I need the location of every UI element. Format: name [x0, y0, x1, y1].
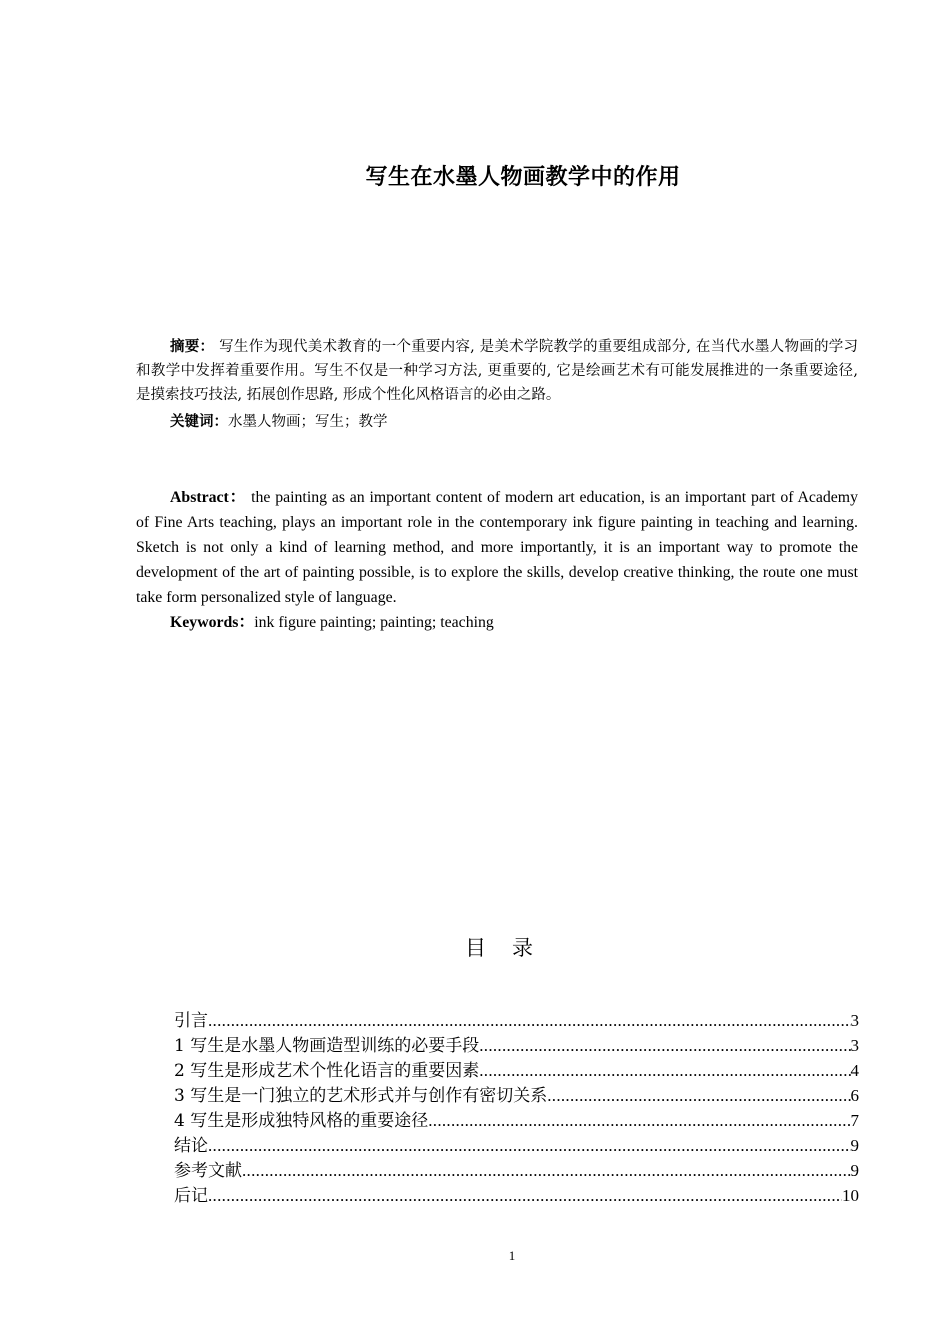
toc-title-char: 目	[465, 936, 486, 960]
toc-title-char: 录	[512, 936, 533, 960]
english-abstract-label: Abstract：	[170, 489, 247, 506]
toc-entry[interactable]	[174, 1008, 859, 1033]
toc-entry-title: 引言	[174, 1011, 208, 1031]
toc-title	[0, 932, 950, 962]
toc-entry-title: 参考文献	[174, 1161, 242, 1181]
toc-entry-title: 1 写生是水墨人物画造型训练的必要手段	[174, 1036, 480, 1056]
toc-entry-page: 3	[850, 1036, 859, 1055]
toc-entry-leader	[479, 1033, 850, 1058]
chinese-keywords-text: 水墨人物画；写生；教学	[228, 414, 388, 430]
english-keywords-text: ink figure painting; painting; teaching	[254, 614, 494, 631]
toc-entry-title: 结论	[174, 1136, 208, 1156]
toc-entry-page: 9	[850, 1136, 859, 1155]
toc-entry-page: 6	[850, 1086, 859, 1105]
document-title: 写生在水墨人物画教学中的作用	[365, 164, 681, 190]
toc-entry-leader	[208, 1133, 851, 1158]
toc-entry-page: 4	[850, 1061, 859, 1080]
toc-entry-page: 10	[842, 1186, 859, 1205]
chinese-abstract	[136, 335, 858, 407]
toc-entry-leader	[208, 1008, 851, 1033]
toc-entry-leader	[479, 1058, 850, 1083]
toc-entry-page: 3	[850, 1011, 859, 1030]
toc-entry[interactable]	[174, 1133, 859, 1158]
english-keywords-label: Keywords：	[170, 614, 255, 631]
toc-entry[interactable]	[174, 1108, 859, 1133]
toc-entry-leader	[208, 1183, 842, 1208]
toc-entry-leader	[428, 1108, 850, 1133]
toc-entry[interactable]	[174, 1033, 859, 1058]
toc-entry[interactable]	[174, 1058, 859, 1083]
toc-entry-leader	[547, 1083, 850, 1108]
english-keywords	[136, 610, 858, 635]
toc-entry[interactable]	[174, 1183, 859, 1208]
chinese-keywords	[136, 410, 858, 434]
toc-entry-title: 4 写生是形成独特风格的重要途径	[174, 1111, 429, 1131]
toc-entry-title: 3 写生是一门独立的艺术形式并与创作有密切关系	[174, 1086, 548, 1106]
chinese-abstract-text: 写生作为现代美术教育的一个重要内容, 是美术学院教学的重要组成部分, 在当代水墨人物画的学习和教学中发挥着重要作用。写生不仅是一种学习方法, 更重要的, 它是绘画艺术有可能发展推进的一条重要途径, 是摸索技巧技法, 拓展创作思路, 形成个性化风格语言的必由之路。	[136, 339, 858, 403]
toc-entry-title: 后记	[174, 1186, 208, 1206]
chinese-keywords-label: 关键词：	[170, 414, 228, 430]
toc-entry-title: 2 写生是形成艺术个性化语言的重要因素	[174, 1061, 480, 1081]
english-abstract	[136, 485, 858, 610]
table-of-contents	[174, 1008, 859, 1208]
page-number: 1	[508, 1248, 516, 1263]
chinese-abstract-label: 摘要：	[170, 339, 215, 355]
english-abstract-text: the painting as an important content of modern art education, is an important part of Academy of Fine Arts teaching, plays an important role in the contemporary ink figure painting in teaching and learning. Sketch is not only a kind of learning method, and more importantly, it is an important way to promote the development of the art of painting possible, is to explore the skills, develop creative thinking, the route one must take form personalized style of language.	[136, 489, 858, 606]
toc-entry[interactable]	[174, 1158, 859, 1183]
toc-entry-page: 7	[850, 1111, 859, 1130]
toc-entry[interactable]	[174, 1083, 859, 1108]
toc-entry-page: 9	[850, 1161, 859, 1180]
toc-entry-leader	[242, 1158, 851, 1183]
